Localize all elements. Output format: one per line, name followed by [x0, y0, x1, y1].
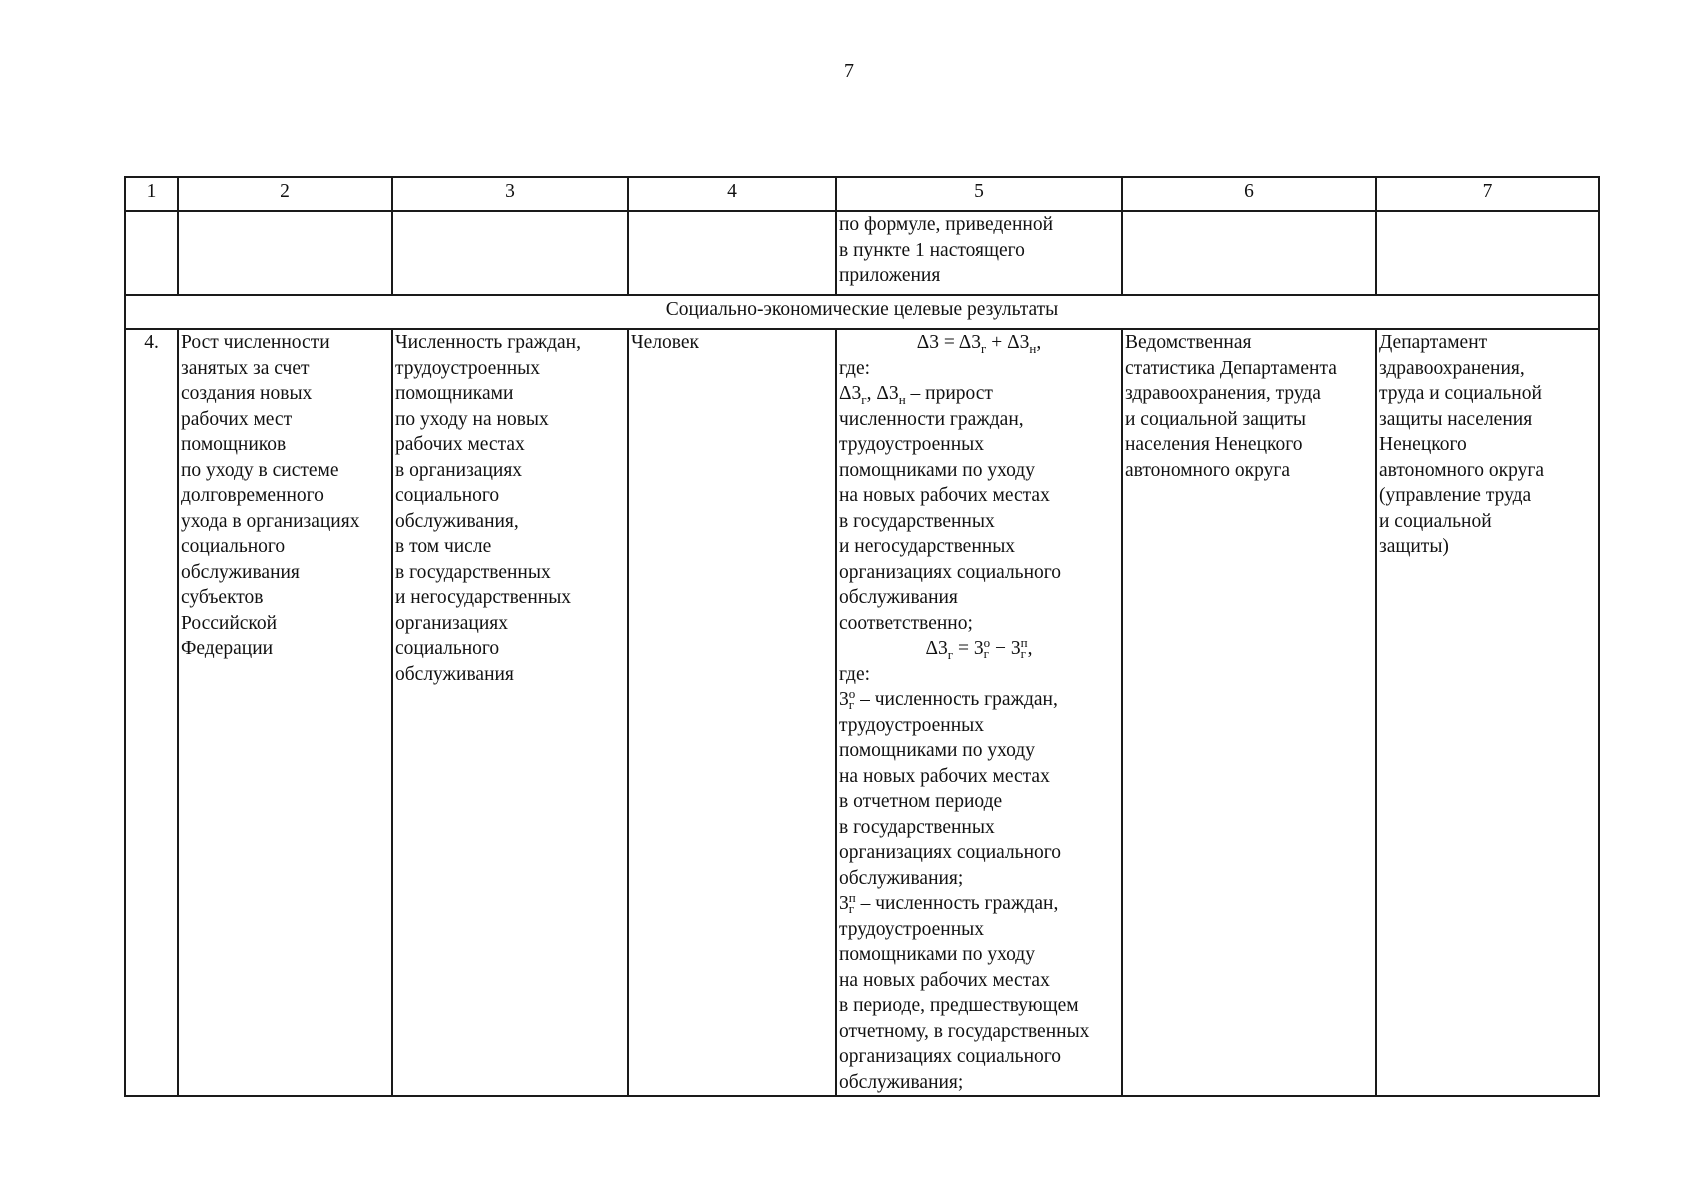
- cell-text-line: в государственных: [839, 510, 995, 532]
- cell-text-line: Ведомственная: [1125, 332, 1252, 353]
- data-source-cell: [1122, 329, 1376, 1096]
- cell-text-line: обслуживания,: [395, 510, 519, 532]
- cell-text-line: на новых рабочих местах: [839, 765, 1050, 787]
- cell-text-line: Департамент: [1379, 332, 1488, 353]
- cell-text-line: обслуживания;: [839, 1071, 964, 1093]
- cell-text-line: здравоохранения,: [1379, 357, 1525, 379]
- where-label: где:: [839, 357, 871, 379]
- cell-text-line: Численность граждан,: [395, 332, 581, 353]
- definition-line: 3 о г – численность граждан,: [839, 686, 1058, 712]
- responsible-body-cell: [1376, 329, 1599, 1096]
- cell-text-line: помощниками по уходу: [839, 459, 1035, 481]
- cell-text-line: автономного округа: [1125, 459, 1290, 481]
- where-label: где:: [839, 663, 871, 685]
- cell-text-line: Российской: [181, 612, 278, 634]
- header-cell-7: 7: [1376, 177, 1599, 211]
- header-cell-2: 2: [178, 177, 392, 211]
- cell-text-line: социального: [395, 638, 500, 659]
- cell-text-line: численности граждан,: [839, 408, 1024, 430]
- cell-text-line: в государственных: [839, 816, 995, 838]
- cell-text-line: Ненецкого: [1379, 434, 1467, 455]
- cell-text-line: в периоде, предшествующем: [839, 995, 1079, 1016]
- indicator-name-cell: [178, 329, 392, 1096]
- cell-text-line: помощниками по уходу: [839, 944, 1035, 965]
- cell-text-line: обслуживания;: [839, 867, 964, 889]
- cell-text-line: трудоустроенных: [395, 357, 540, 379]
- cell-text-line: Федерации: [181, 638, 274, 659]
- cell-text-line: в том числе: [395, 536, 492, 557]
- indicator-definition-cell: [392, 329, 628, 1096]
- continuation-row: [125, 211, 1599, 295]
- cell-text-line: в пункте 1 настоящего: [839, 239, 1025, 261]
- cell-text-line: обслуживания: [839, 587, 958, 608]
- indicator-table: [124, 176, 1600, 1097]
- cell-text-line: статистика Департамента: [1125, 357, 1337, 379]
- cell-text-line: здравоохранения, труда: [1125, 383, 1321, 404]
- cell-text-line: по формуле, приведенной: [839, 214, 1054, 235]
- cell-text-line: организациях: [395, 612, 508, 634]
- cell-text-line: по уходу в системе: [181, 459, 339, 481]
- cell-text-line: трудоустроенных: [839, 714, 984, 736]
- header-cell-3: 3: [392, 177, 628, 211]
- cell-text-line: занятых за счет: [181, 357, 310, 379]
- cell-text-line: обслуживания: [395, 663, 514, 685]
- cell-text-line: и негосударственных: [395, 587, 572, 608]
- cell-text-line: социального: [395, 485, 500, 506]
- cell-text-line: организациях социального: [839, 1046, 1062, 1067]
- cell-text-line: (управление труда: [1379, 485, 1532, 506]
- cell-text-line: отчетному, в государственных: [839, 1020, 1090, 1042]
- cell-text-line: в организациях: [395, 459, 523, 481]
- cell-text-line: автономного округа: [1379, 459, 1544, 481]
- cell-text-line: организациях социального: [839, 561, 1062, 583]
- header-cell-5: 5: [836, 177, 1122, 211]
- row-number: 4.: [125, 329, 178, 1096]
- section-row: [125, 295, 1599, 329]
- cell-text-line: рабочих местах: [395, 434, 525, 455]
- cell-text-line: труда и социальной: [1379, 383, 1542, 404]
- cell-text-line: защиты): [1379, 536, 1449, 557]
- continuation-cell-4: [628, 211, 836, 295]
- cell-text-line: субъектов: [181, 587, 264, 608]
- table-row: [125, 329, 1599, 1096]
- cell-text-line: долговременного: [181, 485, 324, 506]
- cell-text-line: организациях социального: [839, 842, 1062, 863]
- definition-line: 3 п г – численность граждан,: [839, 890, 1059, 916]
- formula-total-growth: $\Delta 3 = \Delta 3_г + \Delta 3_н$,: [916, 332, 1042, 356]
- header-row: [125, 177, 1599, 211]
- cell-text-line: и социальной: [1379, 510, 1492, 532]
- cell-text-line: ухода в организациях: [181, 510, 360, 532]
- cell-text-line: рабочих мест: [181, 408, 293, 430]
- continuation-cell-5: [836, 211, 1122, 295]
- cell-text-line: Рост численности: [181, 332, 330, 353]
- cell-text-line: по уходу на новых: [395, 408, 549, 430]
- formula-state-growth: $\Delta 3_г = 3$ о г − 3 п г ,: [925, 635, 1033, 662]
- header-cell-4: 4: [628, 177, 836, 211]
- cell-text-line: трудоустроенных: [839, 918, 984, 940]
- continuation-cell-3: [392, 211, 628, 295]
- unit-cell: Человек: [628, 329, 836, 1096]
- cell-text-line: обслуживания: [181, 561, 300, 583]
- continuation-cell-1: [125, 211, 178, 295]
- cell-text-line: создания новых: [181, 383, 313, 404]
- continuation-cell-7: [1376, 211, 1599, 295]
- cell-text-line: приложения: [839, 265, 941, 286]
- cell-text-line: трудоустроенных: [839, 434, 984, 455]
- continuation-cell-2: [178, 211, 392, 295]
- cell-text-line: соответственно;: [839, 612, 973, 634]
- cell-text-line: и негосударственных: [839, 536, 1016, 557]
- page-number: 7: [844, 60, 854, 82]
- cell-text-line: населения Ненецкого: [1125, 434, 1303, 455]
- header-cell-1: 1: [125, 177, 178, 211]
- cell-text-line: в государственных: [395, 561, 551, 583]
- calculation-method-cell: [836, 329, 1122, 1096]
- cell-text-line: помощниками по уходу: [839, 740, 1035, 761]
- cell-text-line: и социальной защиты: [1125, 408, 1306, 430]
- continuation-cell-6: [1122, 211, 1376, 295]
- definition-line: $\Delta 3_г$, $\Delta 3_н$ – прирост: [839, 383, 993, 407]
- cell-text-line: на новых рабочих местах: [839, 969, 1050, 991]
- header-cell-6: 6: [1122, 177, 1376, 211]
- cell-text-line: в отчетном периоде: [839, 791, 1003, 812]
- cell-text-line: защиты населения: [1379, 408, 1533, 430]
- cell-text-line: помощниками: [395, 383, 514, 404]
- cell-text-line: на новых рабочих местах: [839, 485, 1050, 506]
- cell-text-line: социального: [181, 536, 286, 557]
- cell-text-line: помощников: [181, 434, 287, 455]
- section-title: Социально-экономические целевые результаты: [125, 295, 1599, 329]
